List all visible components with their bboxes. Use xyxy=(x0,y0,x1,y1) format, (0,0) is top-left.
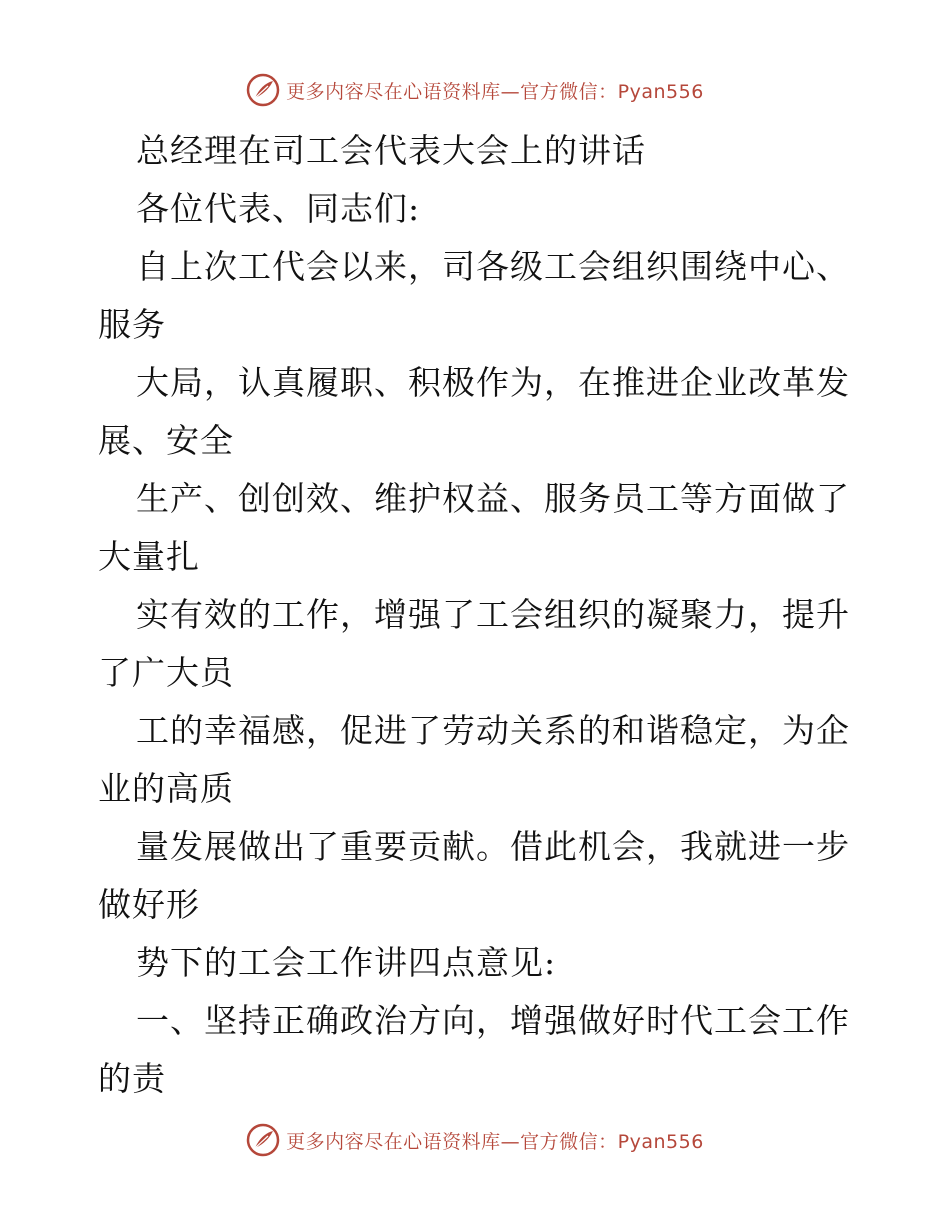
document-line: 总经理在司工会代表大会上的讲话 xyxy=(136,131,646,170)
document-line: 各位代表、同志们: xyxy=(136,189,421,228)
document-line: 大量扎 xyxy=(98,537,200,576)
document-body xyxy=(98,122,852,1108)
document-line: 展、安全 xyxy=(98,421,234,460)
document-line: 生产、创创效、维护权益、服务员工等方面做了 xyxy=(136,479,850,518)
document-line: 工的幸福感，促进了劳动关系的和谐稳定，为企 xyxy=(136,711,850,750)
document-line: 实有效的工作，增强了工会组织的凝聚力，提升 xyxy=(136,595,850,634)
document-line: 做好形 xyxy=(98,885,200,924)
document-line: 了广大员 xyxy=(98,653,234,692)
document-line: 的责 xyxy=(98,1059,166,1098)
footer-banner-text: 更多内容尽在心语资料库—官方微信：Pyan556 xyxy=(286,1130,704,1153)
footer-banner xyxy=(0,1120,950,1160)
document-line: 服务 xyxy=(98,305,166,344)
document-line: 势下的工会工作讲四点意见: xyxy=(136,943,557,982)
header-banner-text: 更多内容尽在心语资料库—官方微信：Pyan556 xyxy=(286,80,704,103)
document-line: 量发展做出了重要贡献。借此机会，我就进一步 xyxy=(136,827,850,866)
document-line: 大局，认真履职、积极作为，在推进企业改革发 xyxy=(136,363,850,402)
feather-logo-icon xyxy=(246,73,280,107)
header-banner xyxy=(0,70,950,110)
document-line: 自上次工代会以来，司各级工会组织围绕中心、 xyxy=(136,247,850,286)
feather-logo-icon xyxy=(246,1123,280,1157)
document-line: 业的高质 xyxy=(98,769,234,808)
document-line: 一、坚持正确政治方向，增强做好时代工会工作 xyxy=(136,1001,850,1040)
